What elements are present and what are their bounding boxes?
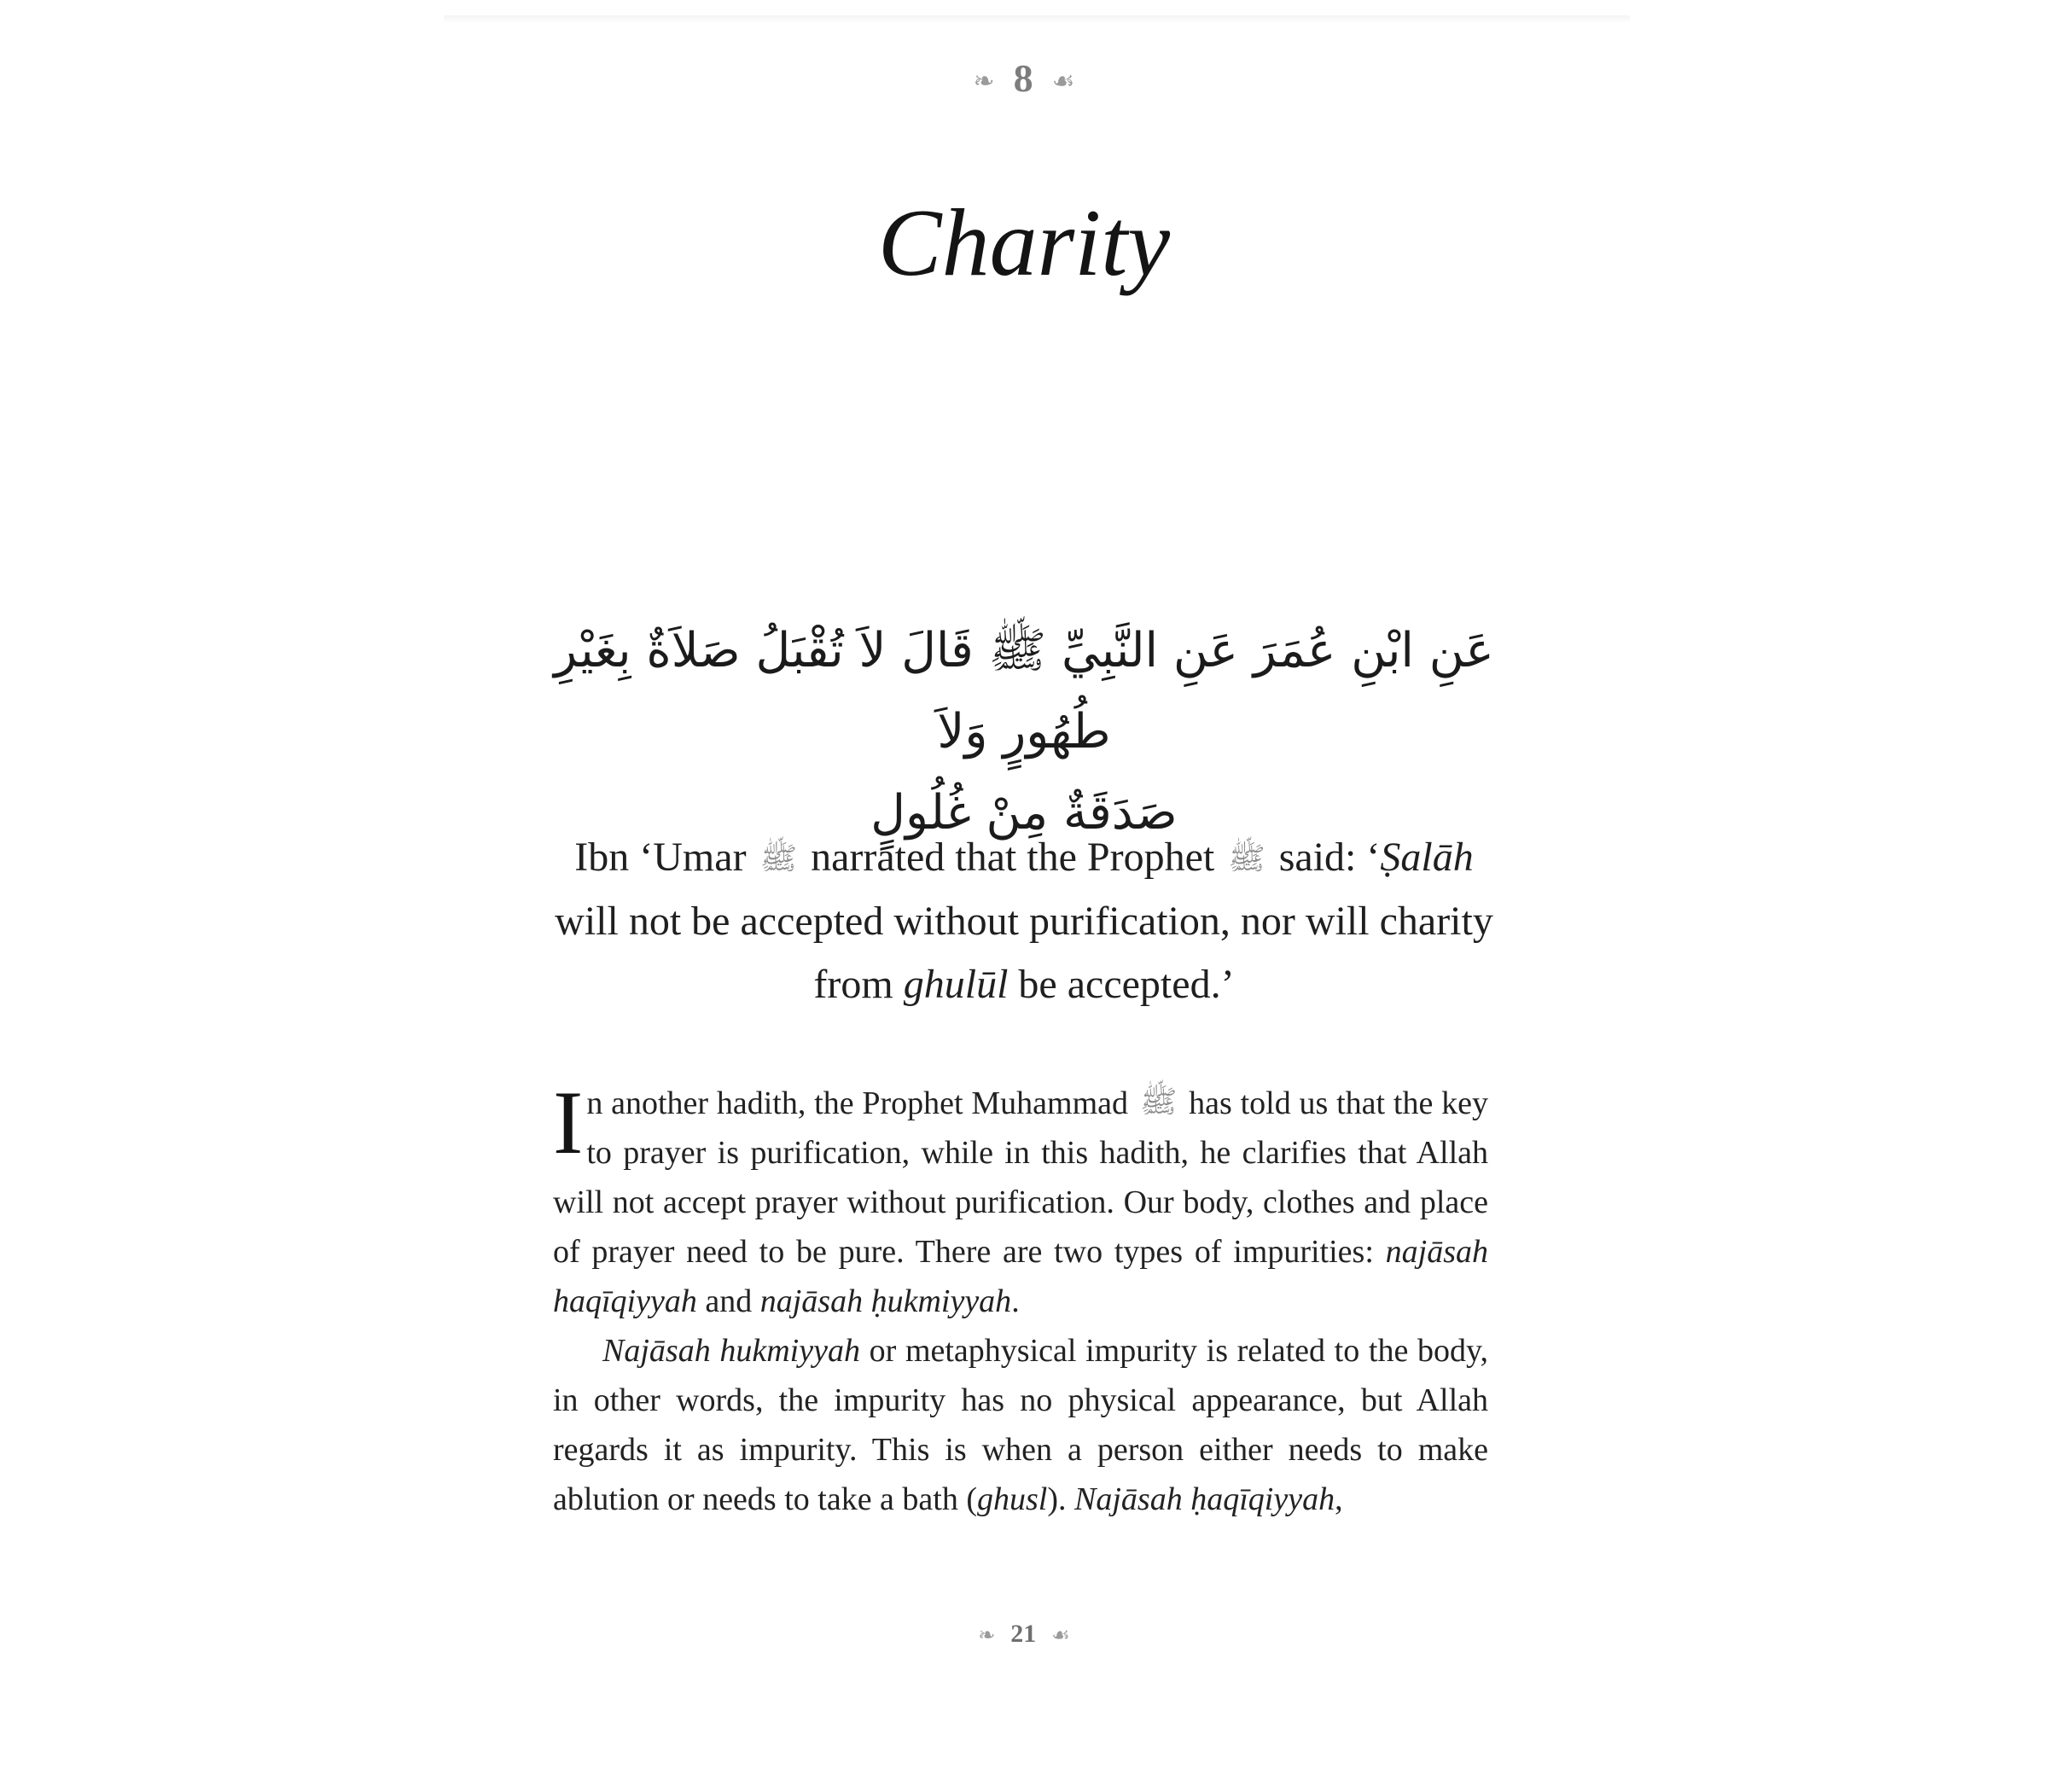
p1-italic-1: najāsah haqīqiyyah	[553, 1234, 1488, 1319]
translation-part-2: narrated that the Prophet	[811, 835, 1215, 880]
translation-italic-ghulul: ghulūl	[903, 962, 1009, 1007]
p2-italic-3: Najāsah ḥaqīqiyyah	[1074, 1481, 1335, 1517]
ornament-right-icon: ☙	[1051, 67, 1075, 96]
ornament-right-icon: ☙	[1051, 1625, 1070, 1648]
p2-italic-1: Najāsah hukmiyyah	[602, 1333, 860, 1369]
page-number: 21	[1010, 1620, 1037, 1648]
arabic-line-2: صَدَقَةٌ مِنْ غُلُولٍ	[870, 785, 1178, 841]
translation-part-5: be accepted.’	[1018, 962, 1235, 1007]
ornament-left-icon: ❧	[973, 67, 995, 96]
top-edge-shadow	[444, 15, 1630, 24]
translation-part-4: will not be accepted without purification, nor will charity from	[555, 899, 1493, 1007]
page-footer	[0, 1617, 2048, 1653]
p1-text-2: has told us that the key to prayer is purification, while in this hadith, he clarifies that Allah will not accept prayer without purification. Our body, clothes and place of prayer need to be pure. There are two types of impurities:	[553, 1085, 1489, 1270]
body-text	[553, 1073, 1489, 1524]
chapter-number-header	[0, 53, 2048, 108]
honorific-icon: ﷺ	[1228, 841, 1265, 876]
ornament-left-icon: ❧	[978, 1625, 996, 1648]
arabic-hadith	[546, 610, 1502, 853]
p1-text-3: and	[705, 1283, 753, 1319]
p2-italic-2: ghusl	[977, 1481, 1048, 1517]
p1-italic-2: najāsah ḥukmiyyah	[759, 1283, 1012, 1319]
chapter-title: Charity	[877, 190, 1171, 296]
drop-cap: I	[553, 1073, 584, 1172]
p1-text-1: n another hadith, the Prophet Muhammad	[586, 1085, 1129, 1121]
hadith-translation	[546, 826, 1502, 1016]
arabic-line-1: عَنِ ابْنِ عُمَرَ عَنِ النَّبِيِّ ﷺ قَالَ لاَ تُقْبَلُ صَلاَةٌ بِغَيْرِ طُهُورٍ وَلاَ	[554, 623, 1494, 759]
chapter-number: 8	[1013, 56, 1033, 100]
p2-text-2: ).	[1047, 1481, 1067, 1517]
honorific-icon: ﷺ	[759, 841, 798, 876]
p2-text-3: ,	[1335, 1481, 1343, 1517]
p2-text-1: or metaphysical impurity is related to the body, in other words, the impurity has no physical appearance, but Allah regards it as impurity. This is when a person either needs to make ablution or needs to take a bath (	[553, 1333, 1489, 1517]
translation-italic-salah: Ṣalāh	[1380, 835, 1474, 880]
honorific-icon: ﷺ	[1139, 1085, 1178, 1119]
translation-part-3: said: ‘	[1278, 835, 1381, 880]
translation-part-1: Ibn ‘Umar	[574, 835, 747, 880]
p1-text-4: .	[1011, 1283, 1020, 1319]
paragraph-2	[553, 1326, 1488, 1524]
paragraph-1	[553, 1073, 1489, 1326]
